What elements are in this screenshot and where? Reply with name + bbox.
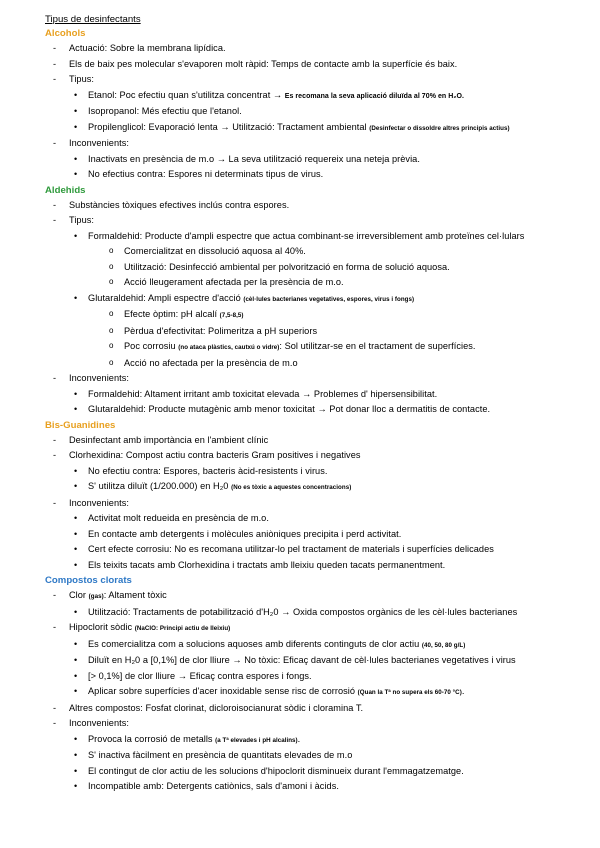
list-item: • Utilització: Tractaments de potabilització d'H₂0 → Oxida compostos orgànics de les cèl·lules bacterianes — [45, 605, 582, 621]
list-item: • Provoca la corrosió de metalls (a Tª elevades i pH alcalins). — [45, 732, 582, 749]
heading-aldehids: Aldehids — [45, 184, 86, 196]
list-item: • S' utilitza diluït (1/200.000) en H₂0 (No es tòxic a aquestes concentracions) — [45, 479, 582, 496]
list-item: - Inconvenients: — [45, 136, 582, 152]
list-item: - Els de baix pes molecular s'evaporen molt ràpid: Temps de contacte amb la superfície és baix. — [45, 57, 582, 73]
list-item: • Es comercialitza com a solucions aquoses amb diferents continguts de clor actiu (40, 50, 80 g/L) — [45, 637, 582, 654]
list-item: o Acció no afectada per la presència de m.o — [45, 356, 582, 372]
list-item: • Isopropanol: Més efectiu que l'etanol. — [45, 104, 582, 120]
list-item: • [> 0,1%] de clor lliure → Eficaç contra espores i fongs. — [45, 669, 582, 685]
list-item: - Altres compostos: Fosfat clorinat, dicloroisocianurat sòdic i cloramina T. — [45, 701, 582, 717]
document-title: Tipus de desinfectants — [45, 14, 141, 25]
list-item: - Clor (gas): Altament tòxic — [45, 588, 582, 605]
list-item: o Comercialitzat en dissolució aquosa al 40%. — [45, 244, 582, 260]
list-item: • No efectius contra: Espores ni determinats tipus de virus. — [45, 167, 582, 183]
list-item: o Acció lleugerament afectada per la presència de m.o. — [45, 275, 582, 291]
list-item: • Incompatible amb: Detergents catiònics, sals d'amoni i àcids. — [45, 779, 582, 795]
list-item: o Efecte òptim: pH alcalí (7,5-8,5) — [45, 307, 582, 324]
list-item: • Cert efecte corrosiu: No es recomana utilitzar-lo pel tractament de materials i superfícies delicades — [45, 542, 582, 558]
list-item: o Poc corrosiu (no ataca plàstics, cautxú o vidre): Sol utilitzar-se en el tractament de superfícies. — [45, 339, 582, 356]
list-item: • Glutaraldehid: Ampli espectre d'acció (cèl·lules bacterianes vegetatives, espores, virus i fongs) — [45, 291, 582, 308]
list-item: • Aplicar sobre superfícies d'acer inoxidable sense risc de corrosió (Quan la Tª no supera els 60-70 °C). — [45, 684, 582, 701]
heading-bis-guanidines: Bis-Guanidines — [45, 419, 116, 431]
list-item: - Hipoclorit sòdic (NaClO: Principi actiu de lleixiu) — [45, 620, 582, 637]
list-item: o Pèrdua d'efectivitat: Polimeritza a pH superiors — [45, 324, 582, 340]
list-item: - Clorhexidina: Compost actiu contra bacteris Gram positives i negatives — [45, 448, 582, 464]
list-item: - Actuació: Sobre la membrana lipídica. — [45, 41, 582, 57]
list-item: • No efectiu contra: Espores, bacteris àcid-resistents i virus. — [45, 464, 582, 480]
list-item: - Tipus: — [45, 213, 582, 229]
list-item: - Desinfectant amb importància en l'ambient clínic — [45, 433, 582, 449]
list-item: - Inconvenients: — [45, 371, 582, 387]
list-item: • Inactivats en presència de m.o → La seva utilització requereix una neteja prèvia. — [45, 152, 582, 168]
list-item: - Inconvenients: — [45, 496, 582, 512]
list-item: - Substàncies tòxiques efectives inclús contra espores. — [45, 198, 582, 214]
list-item: - Tipus: — [45, 72, 582, 88]
list-item: • Activitat molt redueida en presència de m.o. — [45, 511, 582, 527]
list-item: • Glutaraldehid: Producte mutagènic amb menor toxicitat → Pot donar lloc a dermatitis de contacte. — [45, 402, 582, 418]
list-item: • Formaldehid: Producte d'ampli espectre que actua combinant-se irreversiblement amb proteïnes cel·lulars — [45, 229, 582, 245]
list-item: • Els teixits tacats amb Clorhexidina i tractats amb lleixiu queden tacats permanentment. — [45, 558, 582, 574]
list-item: • En contacte amb detergents i molècules aniòniques precipita i perd activitat. — [45, 527, 582, 543]
list-item: o Utilització: Desinfecció ambiental per polvorització en forma de solució aquosa. — [45, 260, 582, 276]
list-item: • Diluït en H₂0 a [0,1%] de clor lliure → No tòxic: Eficaç davant de cèl·lules bacterianes vegetatives i virus — [45, 653, 582, 669]
list-item: • Etanol: Poc efectiu quan s'utilitza concentrat → Es recomana la seva aplicació diluïda al 70% en H₂O. — [45, 88, 582, 105]
heading-alcohols: Alcohols — [45, 28, 86, 39]
heading-compostos-clorats: Compostos clorats — [45, 575, 132, 586]
list-item: - Inconvenients: — [45, 716, 582, 732]
list-item: • Propilenglicol: Evaporació lenta → Utilització: Tractament ambiental (Desinfectar o dissoldre altres principis actius) — [45, 120, 582, 137]
list-item: • Formaldehid: Altament irritant amb toxicitat elevada → Problemes d' hipersensibilitat. — [45, 387, 582, 403]
list-item: • S' inactiva fàcilment en presència de quantitats elevades de m.o — [45, 748, 582, 764]
list-item: • El contingut de clor actiu de les solucions d'hipoclorit disminueix durant l'emmagatzematge. — [45, 764, 582, 780]
